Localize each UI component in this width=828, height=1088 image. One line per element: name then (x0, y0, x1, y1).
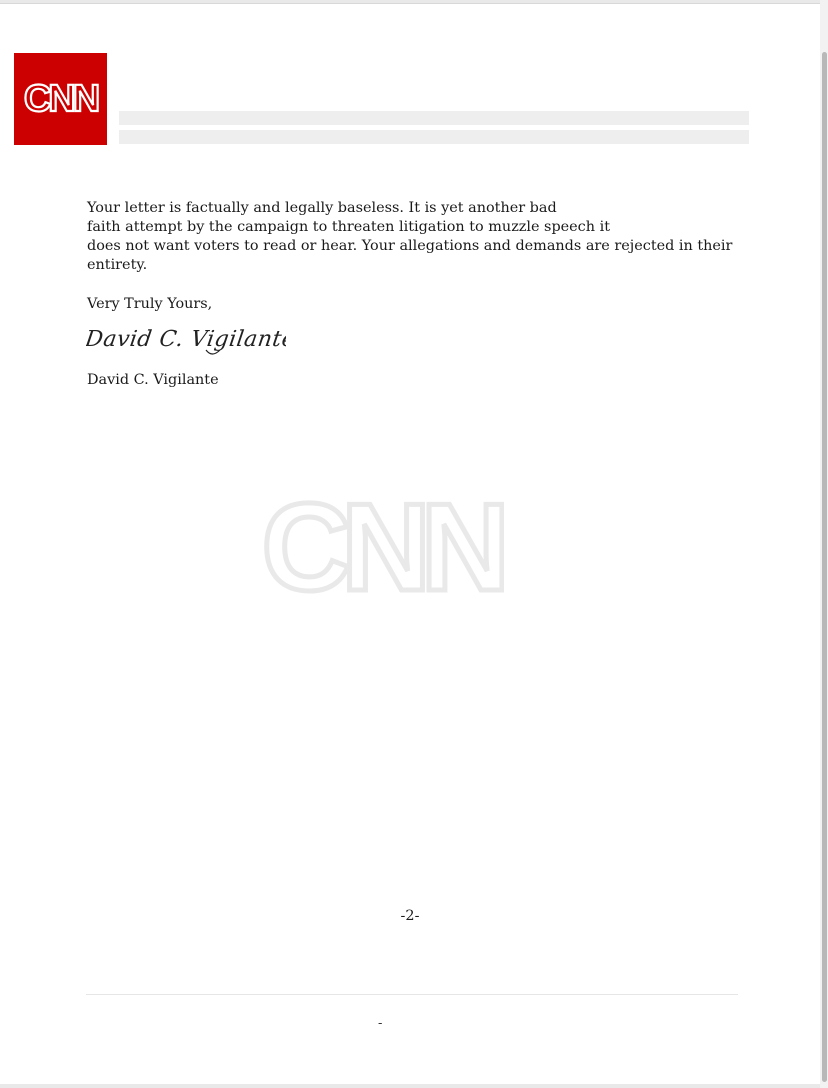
body-line: does not want voters to read or hear. Your allegations and demands are rejected in their (87, 238, 733, 254)
page-number: -2- (400, 908, 420, 924)
signature-text: David C. Vigilante (86, 326, 286, 352)
letterhead-bar-top (119, 111, 749, 125)
signer-name: David C. Vigilante (87, 372, 219, 388)
body-line: Your letter is factually and legally baseless. It is yet another bad (87, 200, 557, 216)
watermark-text: CNN (261, 490, 501, 608)
footer-divider (86, 994, 738, 995)
cnn-watermark (258, 490, 504, 608)
scrollbar[interactable] (820, 0, 828, 1088)
document-page (0, 3, 820, 1084)
body-line: entirety. (87, 257, 148, 273)
body-line: faith attempt by the campaign to threaten litigation to muzzle speech it (87, 219, 610, 235)
handwritten-signature (86, 320, 286, 360)
footer-mark: - (378, 1016, 383, 1031)
letter-closing: Very Truly Yours, (87, 296, 213, 312)
letter-body (87, 199, 732, 275)
letterhead-bar-bottom (119, 130, 749, 144)
logo-text: CNN (23, 78, 98, 120)
scrollbar-thumb[interactable] (822, 52, 827, 1082)
cnn-logo (14, 53, 107, 145)
